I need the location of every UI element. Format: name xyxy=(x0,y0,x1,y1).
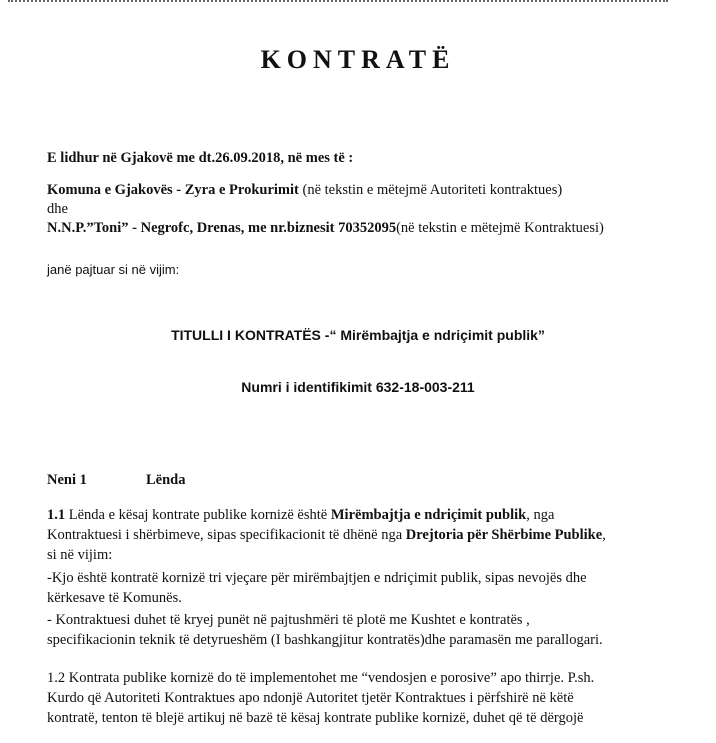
party2-note: (në tekstin e mëtejmë Kontraktuesi) xyxy=(396,220,604,236)
top-border-dots xyxy=(8,0,668,6)
para-1-1-line2-text: Kontraktuesi i shërbimeve, sipas specifikacionit të dhënë nga xyxy=(47,527,406,543)
para-1-1-text-a: Lënda e kësaj kontrate publike kornizë është xyxy=(65,507,331,523)
and-word: dhe xyxy=(47,201,68,217)
para-1-2-line3: kontratë, tenton të blejë artikuj në bazë të kësaj kontrate publike kornizë, duhet që të dërgojë xyxy=(47,710,584,726)
party1-name: Komuna e Gjakovës - Zyra e Prokurimit xyxy=(47,182,299,198)
party1-line xyxy=(47,182,562,199)
para-1-1-line2 xyxy=(47,527,606,544)
identification-number: Numri i identifikimit 632-18-003-211 xyxy=(241,379,475,395)
para-1-1-line3: si në vijim: xyxy=(47,547,113,563)
bullet1-line1: -Kjo është kontratë kornizë tri vjeçare për mirëmbajtjen e ndriçimit publik, sipas nevojës dhe xyxy=(47,570,587,586)
bullet2-line2: specifikacionin teknik të detyrueshëm (I bashkangjitur kontratës)dhe paramasën me parallogari. xyxy=(47,632,603,648)
para-1-1-text-b: , nga xyxy=(526,507,555,523)
article1-heading: Neni 1 xyxy=(47,472,87,488)
para-1-2-line1: 1.2 Kontrata publike kornizë do të implementohet me “vendosjen e porosive” apo thirrje. P.sh. xyxy=(47,670,595,686)
subject-bold: Mirëmbajtja e ndriçimit publik xyxy=(330,507,527,523)
place-date-line: E lidhur në Gjakovë me dt.26.09.2018, në mes të : xyxy=(47,150,354,166)
para-1-1-number: 1.1 xyxy=(47,507,66,523)
para-1-1-line2-comma: , xyxy=(602,527,606,543)
party1-note: (në tekstin e mëtejmë Autoriteti kontraktues) xyxy=(298,182,563,198)
contract-title: TITULLI I KONTRATËS -“ Mirëmbajtja e ndriçimit publik” xyxy=(171,327,545,343)
para-1-1-line1 xyxy=(47,507,659,524)
agreed-line: janë pajtuar si në vijim: xyxy=(47,262,180,277)
document-title: KONTRATË xyxy=(260,45,456,74)
article1-subject: Lënda xyxy=(146,472,186,488)
para-1-2-line2: Kurdo që Autoriteti Kontraktues apo ndonjë Autoritet tjetër Kontraktues i përfshirë në këtë xyxy=(47,690,574,706)
bullet1-line2: kërkesave të Komunës. xyxy=(47,590,182,606)
party2-name: N.N.P.”Toni” - Negrofc, Drenas, me nr.biznesit 70352095 xyxy=(47,220,397,236)
bullet2-line1: - Kontraktuesi duhet të kryej punët në pajtushmëri të plotë me Kushtet e kontratës , xyxy=(47,612,530,628)
party2-line xyxy=(47,220,604,237)
directorate-bold: Drejtoria për Shërbime Publike xyxy=(405,527,603,543)
